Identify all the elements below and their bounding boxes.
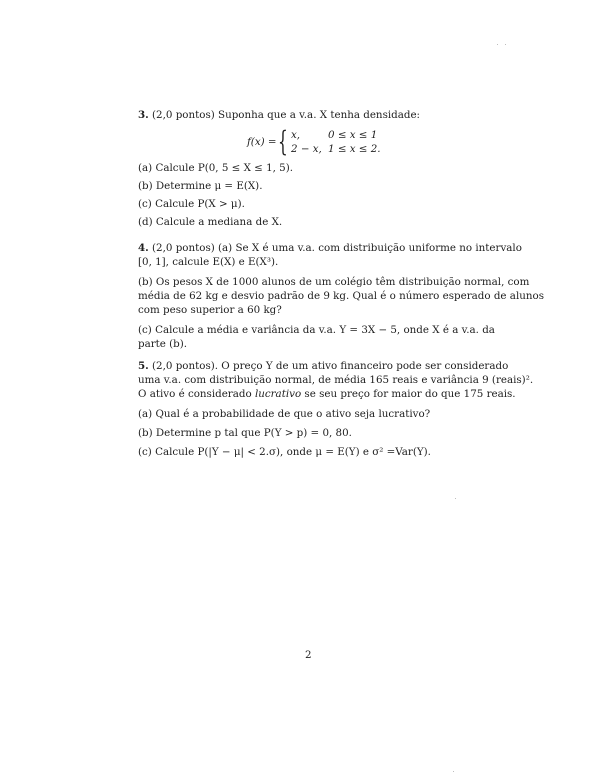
question-3-intro-text: (2,0 pontos) Suponha que a v.a. X tenha densidade: (152, 109, 421, 121)
question-4-item-b-line2: média de 62 kg e desvio padrão de 9 kg. Qual é o número esperado de alunos (138, 290, 544, 302)
question-4-intro-line1 (138, 241, 522, 255)
question-5-number: 5. (138, 360, 149, 372)
question-5-intro-line3 (138, 387, 516, 401)
question-3-number: 3. (138, 109, 149, 121)
question-3-intro (138, 108, 486, 122)
formula-lhs: f(x) = (247, 136, 277, 148)
page-number: 2 (305, 649, 312, 661)
question-5-intro-line3-pre: O ativo é considerado (138, 388, 255, 400)
formula-case1-value: x, (291, 129, 301, 141)
question-3-item-d: (d) Calcule a mediana de X. (138, 216, 283, 228)
question-5-intro-line3-post: se seu preço for maior do que 175 reais. (301, 388, 516, 400)
question-4-intro-line2: [0, 1], calcule E(X) e E(X³). (138, 256, 279, 268)
question-4-item-b-line3: com peso superior a 60 kg? (138, 304, 282, 316)
question-4-number: 4. (138, 242, 149, 254)
question-4-item-c-line2: parte (b). (138, 338, 188, 350)
scan-speck (455, 498, 456, 499)
formula-brace: { (278, 125, 288, 158)
scan-speck (505, 44, 506, 45)
question-4 (138, 241, 544, 351)
question-3-item-c: (c) Calcule P(X > μ). (138, 198, 245, 210)
question-4-intro-text: (2,0 pontos) (a) Se X é uma v.a. com distribuição uniforme no intervalo (152, 242, 522, 254)
question-5-item-b: (b) Determine p tal que P(Y > p) = 0, 80. (138, 427, 352, 439)
question-5-lucrativo-emphasis: lucrativo (254, 388, 302, 400)
scan-speck (497, 44, 498, 45)
question-5-intro-text: (2,0 pontos). O preço Y de um ativo financeiro pode ser considerado (152, 360, 509, 372)
scan-speck (453, 771, 454, 772)
question-5-intro-line2: uma v.a. com distribuição normal, de média 165 reais e variância 9 (reais)². (138, 374, 534, 386)
question-4-item-b-line1: (b) Os pesos X de 1000 alunos de um colégio têm distribuição normal, com (138, 276, 530, 288)
question-4-item-c-line1: (c) Calcule a média e variância da v.a. Y = 3X − 5, onde X é a v.a. da (138, 324, 495, 336)
question-5-item-c: (c) Calcule P(|Y − μ| < 2.σ), onde μ = E(Y) e σ² =Var(Y). (138, 446, 431, 458)
formula-case2-condition: 1 ≤ x ≤ 2. (328, 143, 381, 155)
formula-case2-value: 2 − x, (291, 143, 322, 155)
question-5-intro-line1 (138, 359, 509, 373)
question-3-item-b: (b) Determine μ = E(X). (138, 180, 263, 192)
question-3 (138, 108, 486, 122)
question-3-item-a: (a) Calcule P(0, 5 ≤ X ≤ 1, 5). (138, 162, 294, 174)
question-5-item-a: (a) Qual é a probabilidade de que o ativo seja lucrativo? (138, 408, 431, 420)
question-5 (138, 359, 534, 464)
question-3-items (138, 161, 486, 233)
formula-case1-condition: 0 ≤ x ≤ 1 (328, 129, 378, 141)
